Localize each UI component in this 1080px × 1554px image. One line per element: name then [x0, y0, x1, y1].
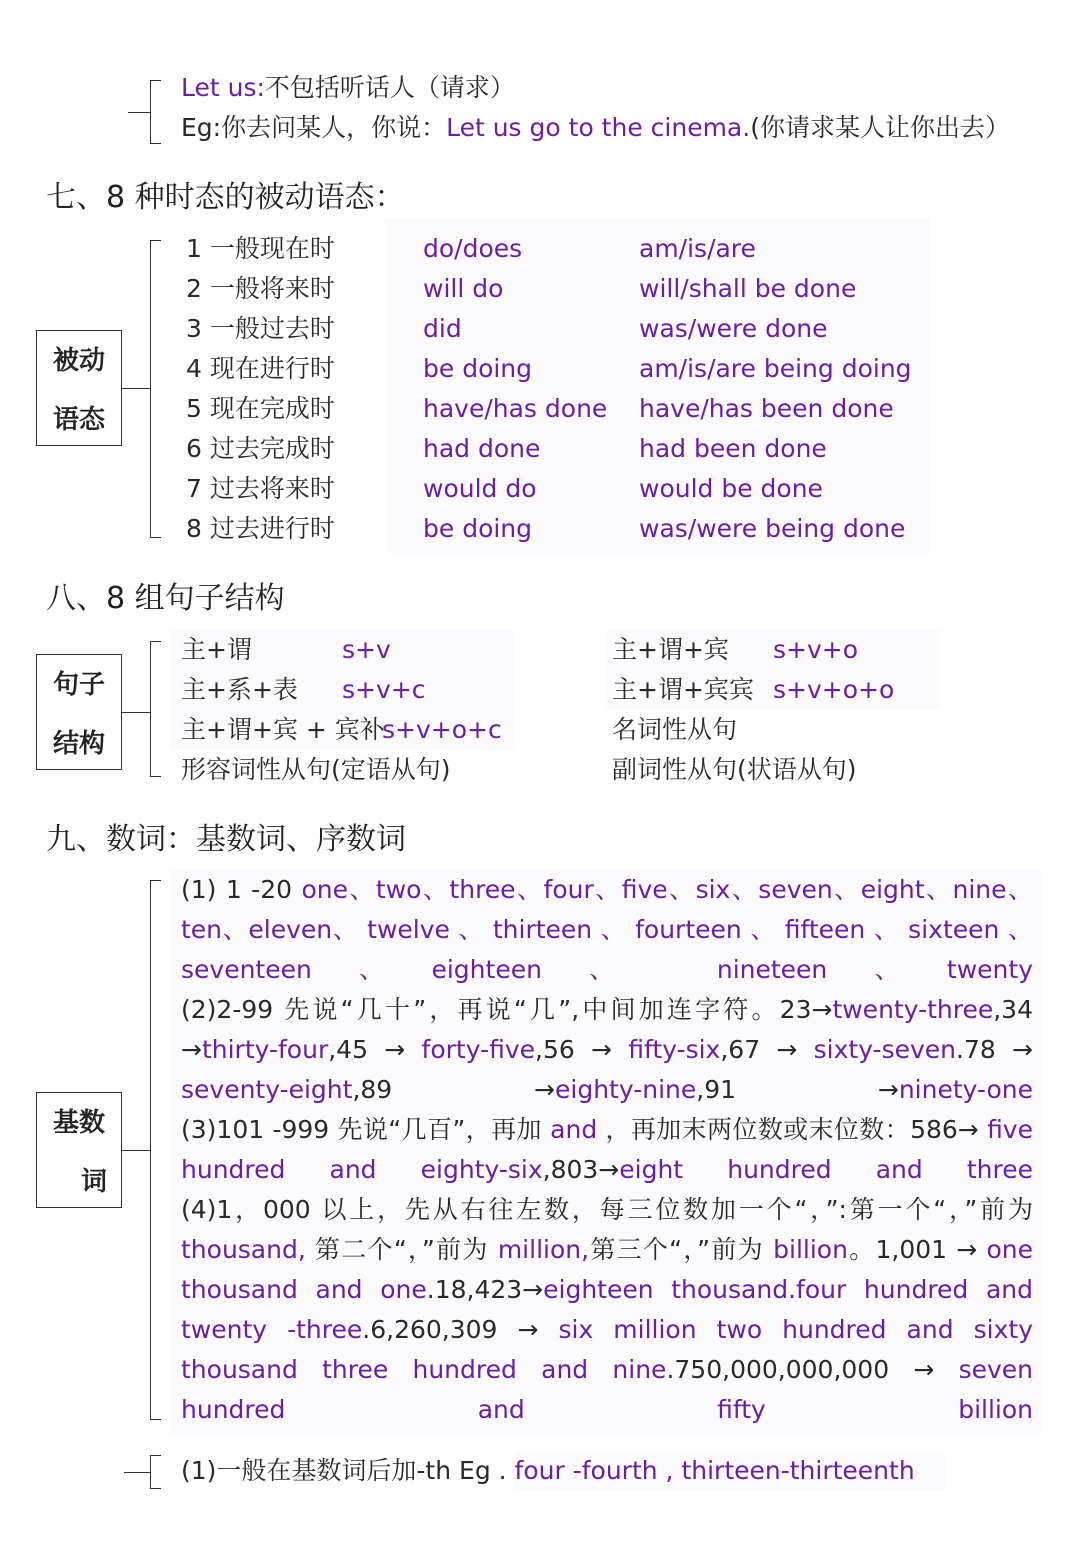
tense-row-2-name: 2 一般将来时: [186, 274, 335, 303]
structure-left-3-cn: 主+谓+宾 + 宾补: [181, 715, 385, 744]
rule-4-text: .18,423→: [426, 1275, 544, 1304]
intro-line-1: [181, 68, 515, 108]
rule-2-example: fifty-six: [628, 1035, 721, 1064]
rule-2-example: sixty-seven: [813, 1035, 956, 1064]
tense-row-4-name: 4 现在进行时: [186, 354, 335, 383]
example-prefix: Eg:你去问某人，你说：: [181, 113, 447, 142]
rule-2-example: seventy-eight: [181, 1075, 353, 1104]
rule-2-example: forty-five: [421, 1035, 535, 1064]
rule-3-example: eight hundred and three: [619, 1155, 1033, 1184]
structure-left-1-cn: 主+谓: [181, 635, 252, 664]
rule-2-text: (2)2-99 先说“几十”，再说“几”,中间加连字符。23→: [181, 995, 833, 1024]
rule-2-text: .78 →: [956, 1035, 1033, 1064]
ordinal-rule: [181, 1451, 915, 1491]
box-label-1: 被动: [52, 346, 105, 376]
box-label-2: 语态: [52, 405, 105, 435]
box-label-2: 结构: [52, 729, 105, 759]
rule-3-and: and: [550, 1115, 598, 1144]
let-us-desc: 不包括听话人（请求）: [264, 73, 515, 102]
rule-4-keyword: million,: [497, 1235, 590, 1264]
cardinal-rule-2: [181, 990, 1033, 1110]
tense-row-7-active: would do: [423, 474, 537, 503]
box-label-2: 词: [80, 1167, 107, 1197]
structure-right-2-en: s+v+o+o: [773, 675, 895, 704]
rule-2-text: ,45 →: [328, 1035, 422, 1064]
rule-1-prefix: (1) 1 -20: [181, 875, 302, 904]
tense-row-4-active: be doing: [423, 354, 533, 383]
rule-2-text: ,56 →: [535, 1035, 629, 1064]
tense-row-2-active: will do: [423, 274, 504, 303]
structure-right-1-cn: 主+谓+宾: [612, 635, 729, 664]
structure-right-1-en: s+v+o: [773, 635, 859, 664]
rule-3-text: ，再加末两位数或末位数：586→: [597, 1115, 988, 1144]
ordinal-brace-nub: [124, 1472, 150, 1473]
tense-row-3-name: 3 一般过去时: [186, 314, 335, 343]
tense-row-8-name: 8 过去进行时: [186, 514, 335, 543]
tense-row-4-passive: am/is/are being doing: [639, 354, 912, 383]
cardinal-rule-3: [181, 1110, 1033, 1190]
tense-row-1-name: 1 一般现在时: [186, 234, 335, 263]
rule-4-example: eighteen thousand.four hundred and twenty -three: [181, 1275, 1034, 1344]
example-suffix: (你请求某人让你出去）: [750, 113, 1010, 142]
rule-4-text: (4)1，000 以上，先从右往左数，每三位数加一个“，”:第一个“，”前为: [181, 1195, 1033, 1224]
rule-4-text: 第二个“，”前为: [305, 1235, 498, 1264]
section-8-heading: 八、8 组句子结构: [46, 581, 285, 616]
box-label-1: 句子: [52, 670, 105, 700]
structure-right-4-cn: 副词性从句(状语从句): [612, 755, 857, 784]
ordinal-prefix: (1)一般在基数词后加-th Eg .: [181, 1456, 515, 1485]
rule-1-words: one、two、three、four、five、six、seven、eight、nine、ten、eleven、 twelve 、 thirteen 、 fourteen 、 fifteen 、 sixteen 、 seventeen、eighteen、 nineteen、twenty: [181, 875, 1033, 984]
tense-row-8-active: be doing: [423, 514, 533, 543]
tense-row-1-active: do/does: [423, 234, 523, 263]
passive-voice-box: [36, 330, 122, 446]
rule-2-text: ,91 →: [696, 1075, 899, 1104]
cardinal-rule-4: [181, 1190, 1033, 1430]
structure-right-2-cn: 主+谓+宾宾: [612, 675, 754, 704]
tense-row-5-name: 5 现在完成时: [186, 394, 335, 423]
rule-4-keyword: thousand,: [181, 1235, 306, 1264]
tense-row-7-name: 7 过去将来时: [186, 474, 335, 503]
example-sentence: Let us go to the cinema.: [446, 113, 751, 142]
rule-4-example: seven hundred and fifty billion: [181, 1355, 1034, 1424]
structure-left-1-en: s+v: [342, 635, 391, 664]
rule-4-text: 第三个“，”前为: [589, 1235, 774, 1264]
structure-left-2-cn: 主+系+表: [181, 675, 298, 704]
cardinal-rule-1: [181, 870, 1033, 990]
tense-row-1-passive: am/is/are: [639, 234, 756, 263]
tense-row-7-passive: would be done: [639, 474, 823, 503]
tense-row-6-passive: had been done: [639, 434, 827, 463]
structure-left-4-cn: 形容词性从句(定语从句): [181, 755, 451, 784]
tense-row-5-passive: have/has been done: [639, 394, 894, 423]
rule-2-example: thirty-four: [201, 1035, 329, 1064]
ordinal-brace: [150, 1455, 151, 1489]
tense-brace: [150, 240, 151, 538]
rule-4-keyword: billion: [773, 1235, 848, 1264]
cardinal-number-box: [36, 1092, 122, 1208]
rule-3-text: ,803→: [542, 1155, 620, 1184]
tense-row-2-passive: will/shall be done: [639, 274, 857, 303]
tense-row-3-passive: was/were done: [639, 314, 828, 343]
cardinal-brace: [150, 880, 151, 1420]
intro-brace-nub: [128, 112, 150, 113]
rule-3-example: five hundred and eighty-six: [181, 1115, 1033, 1184]
structure-left-2-en: s+v+c: [342, 675, 426, 704]
rule-2-text: ,67 →: [720, 1035, 814, 1064]
rule-2-example: ninety-one: [898, 1075, 1034, 1104]
rule-4-example: six million two hundred and sixty thousand three hundred and nine: [181, 1315, 1033, 1384]
tense-row-3-active: did: [423, 314, 462, 343]
box-label-1: 基数: [52, 1108, 105, 1138]
tense-row-5-active: have/has done: [423, 394, 608, 423]
rule-2-example: twenty-three: [832, 995, 994, 1024]
structure-left-3-en: s+v+o+c: [382, 715, 502, 744]
rule-4-text: .6,260,309 →: [362, 1315, 559, 1344]
rule-4-text: .750,000,000,000 →: [666, 1355, 959, 1384]
section-9-heading: 九、数词：基数词、序数词: [46, 822, 406, 857]
structure-box-connector: [122, 712, 150, 713]
rule-2-example: eighty-nine: [555, 1075, 697, 1104]
intro-brace: [150, 80, 151, 144]
rule-4-example: one thousand and one: [181, 1235, 1033, 1304]
tense-row-6-name: 6 过去完成时: [186, 434, 335, 463]
tense-row-6-active: had done: [423, 434, 541, 463]
ordinal-example: four -fourth , thirteen-thirteenth: [514, 1456, 915, 1485]
rule-3-text: (3)101 -999 先说“几百”，再加: [181, 1115, 551, 1144]
structure-brace: [150, 641, 151, 777]
rule-2-text: ,89 →: [352, 1075, 556, 1104]
rule-2-text: ,34 →: [181, 995, 1033, 1064]
sentence-structure-box: [36, 654, 122, 770]
cardinal-box-connector: [122, 1150, 150, 1151]
structure-right-3-cn: 名词性从句: [612, 715, 738, 744]
rule-4-text: 。1,001 →: [847, 1235, 987, 1264]
tense-row-8-passive: was/were being done: [639, 514, 906, 543]
passive-box-connector: [122, 388, 150, 389]
section-7-heading: 七、8 种时态的被动语态：: [46, 180, 405, 215]
intro-line-2: [181, 108, 1010, 148]
let-us-label: Let us:: [181, 73, 265, 102]
